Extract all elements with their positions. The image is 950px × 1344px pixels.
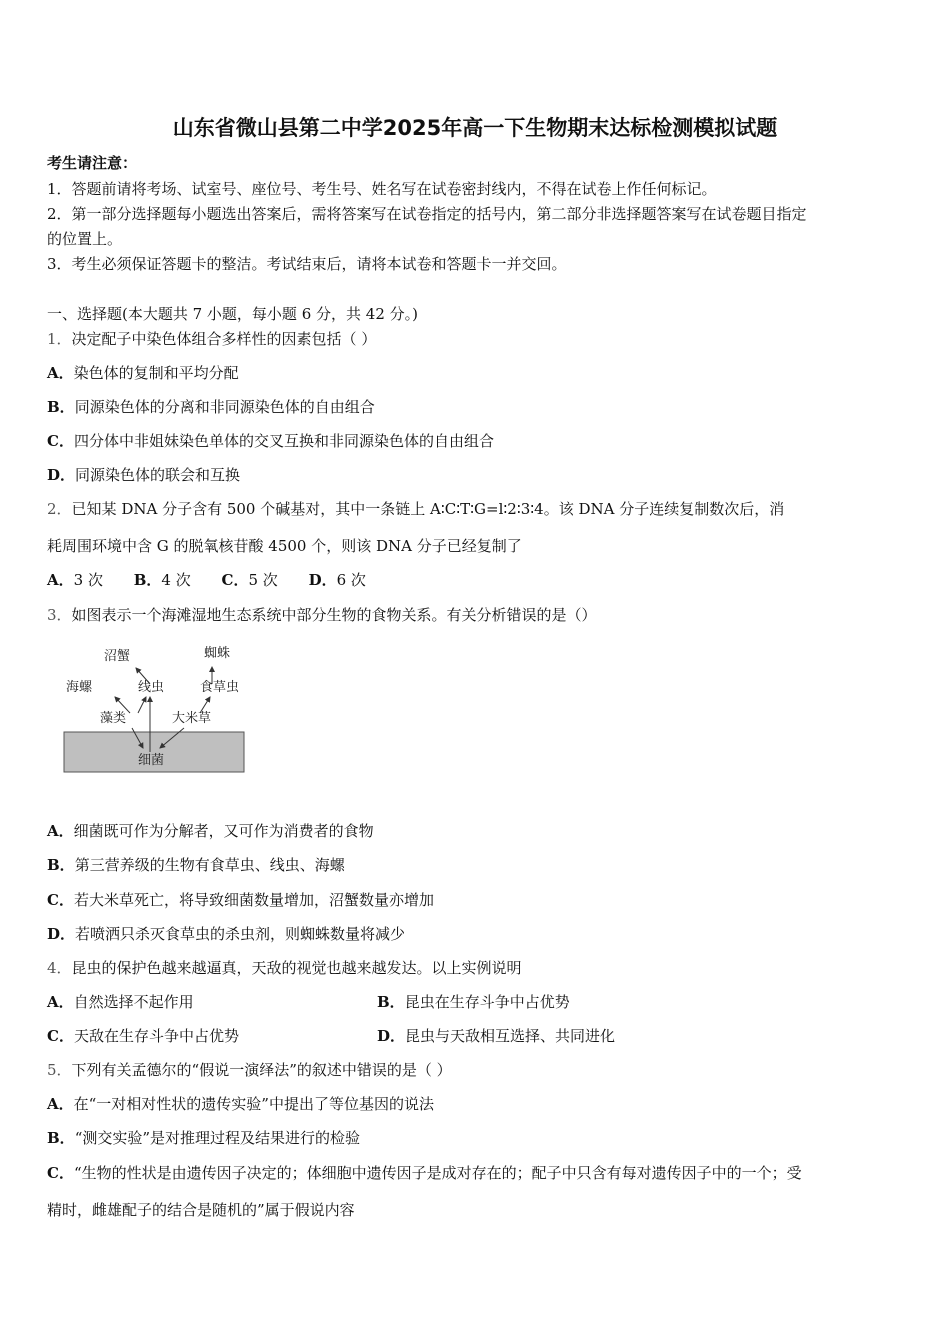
page-title: 山东省微山县第二中学2025年高一下生物期末达标检测模拟试题 bbox=[172, 116, 778, 140]
notice-item: 3．考生必须保证答题卡的整洁。考试结束后，请将本试卷和答题卡一并交回。 bbox=[47, 255, 567, 273]
option-text: 4 次 bbox=[161, 571, 191, 589]
option-text: 同源染色体的联会和互换 bbox=[75, 466, 241, 484]
label-spartina: 大米草 bbox=[172, 711, 212, 726]
question-4-stem bbox=[47, 957, 522, 978]
option-letter: A． bbox=[47, 571, 74, 589]
option-text: 四分体中非姐妹染色单体的交叉互换和非同源染色体的自由组合 bbox=[73, 432, 494, 450]
option-letter: C． bbox=[47, 1164, 74, 1182]
option-letter: C． bbox=[221, 571, 249, 589]
option-c bbox=[47, 889, 434, 910]
option-text: “测交实验”是对推理过程及结果进行的检验 bbox=[74, 1129, 361, 1147]
option-text: 6 次 bbox=[336, 571, 366, 589]
label-crab: 沼蟹 bbox=[104, 649, 131, 664]
option-b bbox=[47, 396, 375, 417]
section-heading: 一、选择题(本大题共 7 小题，每小题 6 分，共 42 分。) bbox=[47, 305, 418, 323]
question-2-stem-cont: 耗周围环境中含 G 的脱氧核苷酸 4500 个，则该 DNA 分子已经复制了 bbox=[47, 537, 522, 555]
option-d bbox=[47, 464, 240, 485]
option-text: 5 次 bbox=[248, 571, 278, 589]
question-2-stem bbox=[47, 498, 784, 519]
question-text: 昆虫的保护色越来越逼真，天敌的视觉也越来越发达。以上实例说明 bbox=[71, 959, 522, 977]
option-letter: B． bbox=[377, 993, 405, 1011]
notice-item: 的位置上。 bbox=[47, 230, 123, 248]
question-number: 2． bbox=[47, 500, 72, 518]
option-a bbox=[47, 362, 239, 383]
option-text: 第三营养级的生物有食草虫、线虫、海螺 bbox=[74, 856, 345, 874]
option-letter: D． bbox=[377, 1027, 406, 1045]
option-letter: A． bbox=[47, 1095, 74, 1113]
option-letter: D． bbox=[47, 925, 76, 943]
option-letter: D． bbox=[308, 571, 337, 589]
label-herbivore-insect: 食草虫 bbox=[200, 680, 240, 695]
option-c-cont: 精时，雌雄配子的结合是随机的”属于假说内容 bbox=[47, 1201, 355, 1219]
question-number: 5． bbox=[47, 1061, 72, 1079]
question-text: 已知某 DNA 分子含有 500 个碱基对，其中一条链上 A∶C∶T∶G=l∶2∶3∶4。该 DNA 分子连续复制数次后，消 bbox=[71, 500, 785, 518]
option-a bbox=[47, 991, 194, 1012]
question-2-options bbox=[47, 569, 366, 590]
option-text: 若大米草死亡，将导致细菌数量增加，沼蟹数量亦增加 bbox=[73, 891, 434, 909]
question-3-stem bbox=[47, 604, 597, 625]
option-letter: D． bbox=[47, 466, 76, 484]
question-text: 决定配子中染色体组合多样性的因素包括（ ） bbox=[71, 330, 377, 348]
option-text: “生物的性状是由遗传因子决定的；体细胞中遗传因子是成对存在的；配子中只含有每对遗传因子中的一个；受 bbox=[73, 1164, 802, 1182]
option-text: 若喷洒只杀灭食草虫的杀虫剂，则蜘蛛数量将减少 bbox=[75, 925, 406, 943]
option-letter: A． bbox=[47, 993, 74, 1011]
option-d bbox=[47, 923, 405, 944]
option-text: 在“一对相对性状的遗传实验”中提出了等位基因的说法 bbox=[73, 1095, 434, 1113]
option-letter: B． bbox=[47, 1129, 75, 1147]
option-c bbox=[47, 1025, 239, 1046]
question-text: 下列有关孟德尔的“假说一演绎法”的叙述中错误的是（ ） bbox=[71, 1061, 452, 1079]
option-c bbox=[47, 430, 494, 451]
question-5-stem bbox=[47, 1059, 452, 1080]
notice-item: 2．第一部分选择题每小题选出答案后，需将答案写在试卷指定的括号内，第二部分非选择题答案写在试卷题目指定 bbox=[47, 205, 807, 223]
label-snail: 海螺 bbox=[66, 680, 93, 695]
option-a bbox=[47, 1093, 434, 1114]
label-bacteria: 细菌 bbox=[138, 753, 165, 768]
option-letter: A． bbox=[47, 822, 74, 840]
arrow-algae-nematode bbox=[138, 697, 146, 713]
label-nematode: 线虫 bbox=[138, 680, 165, 695]
option-text: 同源染色体的分离和非同源染色体的自由组合 bbox=[74, 398, 375, 416]
option-letter: C． bbox=[47, 432, 74, 450]
notice-heading: 考生请注意： bbox=[47, 154, 138, 172]
question-1-stem bbox=[47, 328, 376, 349]
question-number: 3． bbox=[47, 606, 72, 624]
option-letter: B． bbox=[133, 571, 162, 589]
option-b bbox=[377, 991, 570, 1012]
food-web-diagram bbox=[60, 640, 250, 775]
notice-item: 1．答题前请将考场、试室号、座位号、考生号、姓名写在试卷密封线内，不得在试卷上作任何标记。 bbox=[47, 180, 717, 198]
option-text: 天敌在生存斗争中占优势 bbox=[73, 1027, 239, 1045]
option-text: 昆虫在生存斗争中占优势 bbox=[404, 993, 570, 1011]
option-letter: C． bbox=[47, 891, 74, 909]
question-number: 4． bbox=[47, 959, 72, 977]
question-text: 如图表示一个海滩湿地生态系统中部分生物的食物关系。有关分析错误的是（） bbox=[71, 606, 597, 624]
option-text: 细菌既可作为分解者，又可作为消费者的食物 bbox=[73, 822, 374, 840]
option-letter: A． bbox=[47, 364, 74, 382]
option-d bbox=[377, 1025, 615, 1046]
option-text: 自然选择不起作用 bbox=[73, 993, 194, 1011]
question-number: 1． bbox=[47, 330, 72, 348]
option-text: 3 次 bbox=[73, 571, 103, 589]
option-c bbox=[47, 1162, 802, 1183]
option-letter: B． bbox=[47, 856, 75, 874]
option-a bbox=[47, 820, 374, 841]
option-b bbox=[47, 854, 345, 875]
label-algae: 藻类 bbox=[100, 711, 127, 726]
option-text: 昆虫与天敌相互选择、共同进化 bbox=[405, 1027, 616, 1045]
option-letter: C． bbox=[47, 1027, 74, 1045]
label-spider: 蜘蛛 bbox=[204, 646, 231, 661]
option-b bbox=[47, 1127, 360, 1148]
option-letter: B． bbox=[47, 398, 75, 416]
option-text: 染色体的复制和平均分配 bbox=[73, 364, 239, 382]
